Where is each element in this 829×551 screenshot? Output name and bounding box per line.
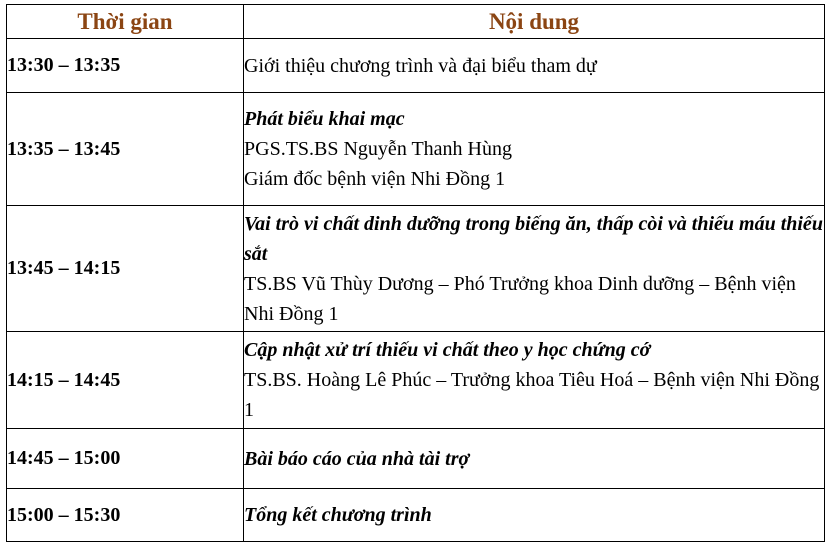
content-column-header: Nội dung xyxy=(244,5,825,39)
agenda-table xyxy=(6,4,825,542)
time-cell: 14:45 – 15:00 xyxy=(7,429,244,489)
content-line: Giới thiệu chương trình và đại biểu tham dự xyxy=(244,54,597,77)
speaker-info: TS.BS. Hoàng Lê Phúc – Trưởng khoa Tiêu Hoá – Bệnh viện Nhi Đồng 1 xyxy=(244,369,820,421)
table-row xyxy=(7,93,825,206)
content-cell xyxy=(244,206,825,332)
content-cell xyxy=(244,93,825,206)
time-cell: 13:35 – 13:45 xyxy=(7,93,244,206)
time-cell: 13:45 – 14:15 xyxy=(7,206,244,332)
time-cell: 15:00 – 15:30 xyxy=(7,489,244,542)
content-cell xyxy=(244,489,825,542)
time-cell: 13:30 – 13:35 xyxy=(7,39,244,93)
table-row xyxy=(7,332,825,429)
table-row xyxy=(7,489,825,542)
speaker-role: Giám đốc bệnh viện Nhi Đồng 1 xyxy=(244,168,506,190)
time-cell: 14:15 – 14:45 xyxy=(7,332,244,429)
header-row xyxy=(7,5,825,39)
content-cell xyxy=(244,429,825,489)
session-title: Bài báo cáo của nhà tài trợ xyxy=(244,447,470,470)
speaker-name: PGS.TS.BS Nguyễn Thanh Hùng xyxy=(244,138,512,160)
session-title: Vai trò vi chất dinh dưỡng trong biếng ăn, thấp còi và thiếu máu thiếu sắt xyxy=(244,212,823,265)
session-title: Tổng kết chương trình xyxy=(244,504,432,526)
content-cell xyxy=(244,39,825,93)
time-column-header: Thời gian xyxy=(7,5,244,39)
session-title: Cập nhật xử trí thiếu vi chất theo y học chứng cớ xyxy=(244,339,651,361)
table-row xyxy=(7,206,825,332)
table-row xyxy=(7,429,825,489)
content-cell xyxy=(244,332,825,429)
speaker-info: TS.BS Vũ Thùy Dương – Phó Trưởng khoa Dinh dưỡng – Bệnh viện Nhi Đồng 1 xyxy=(244,272,796,325)
table-row xyxy=(7,39,825,93)
session-title: Phát biểu khai mạc xyxy=(244,108,405,130)
